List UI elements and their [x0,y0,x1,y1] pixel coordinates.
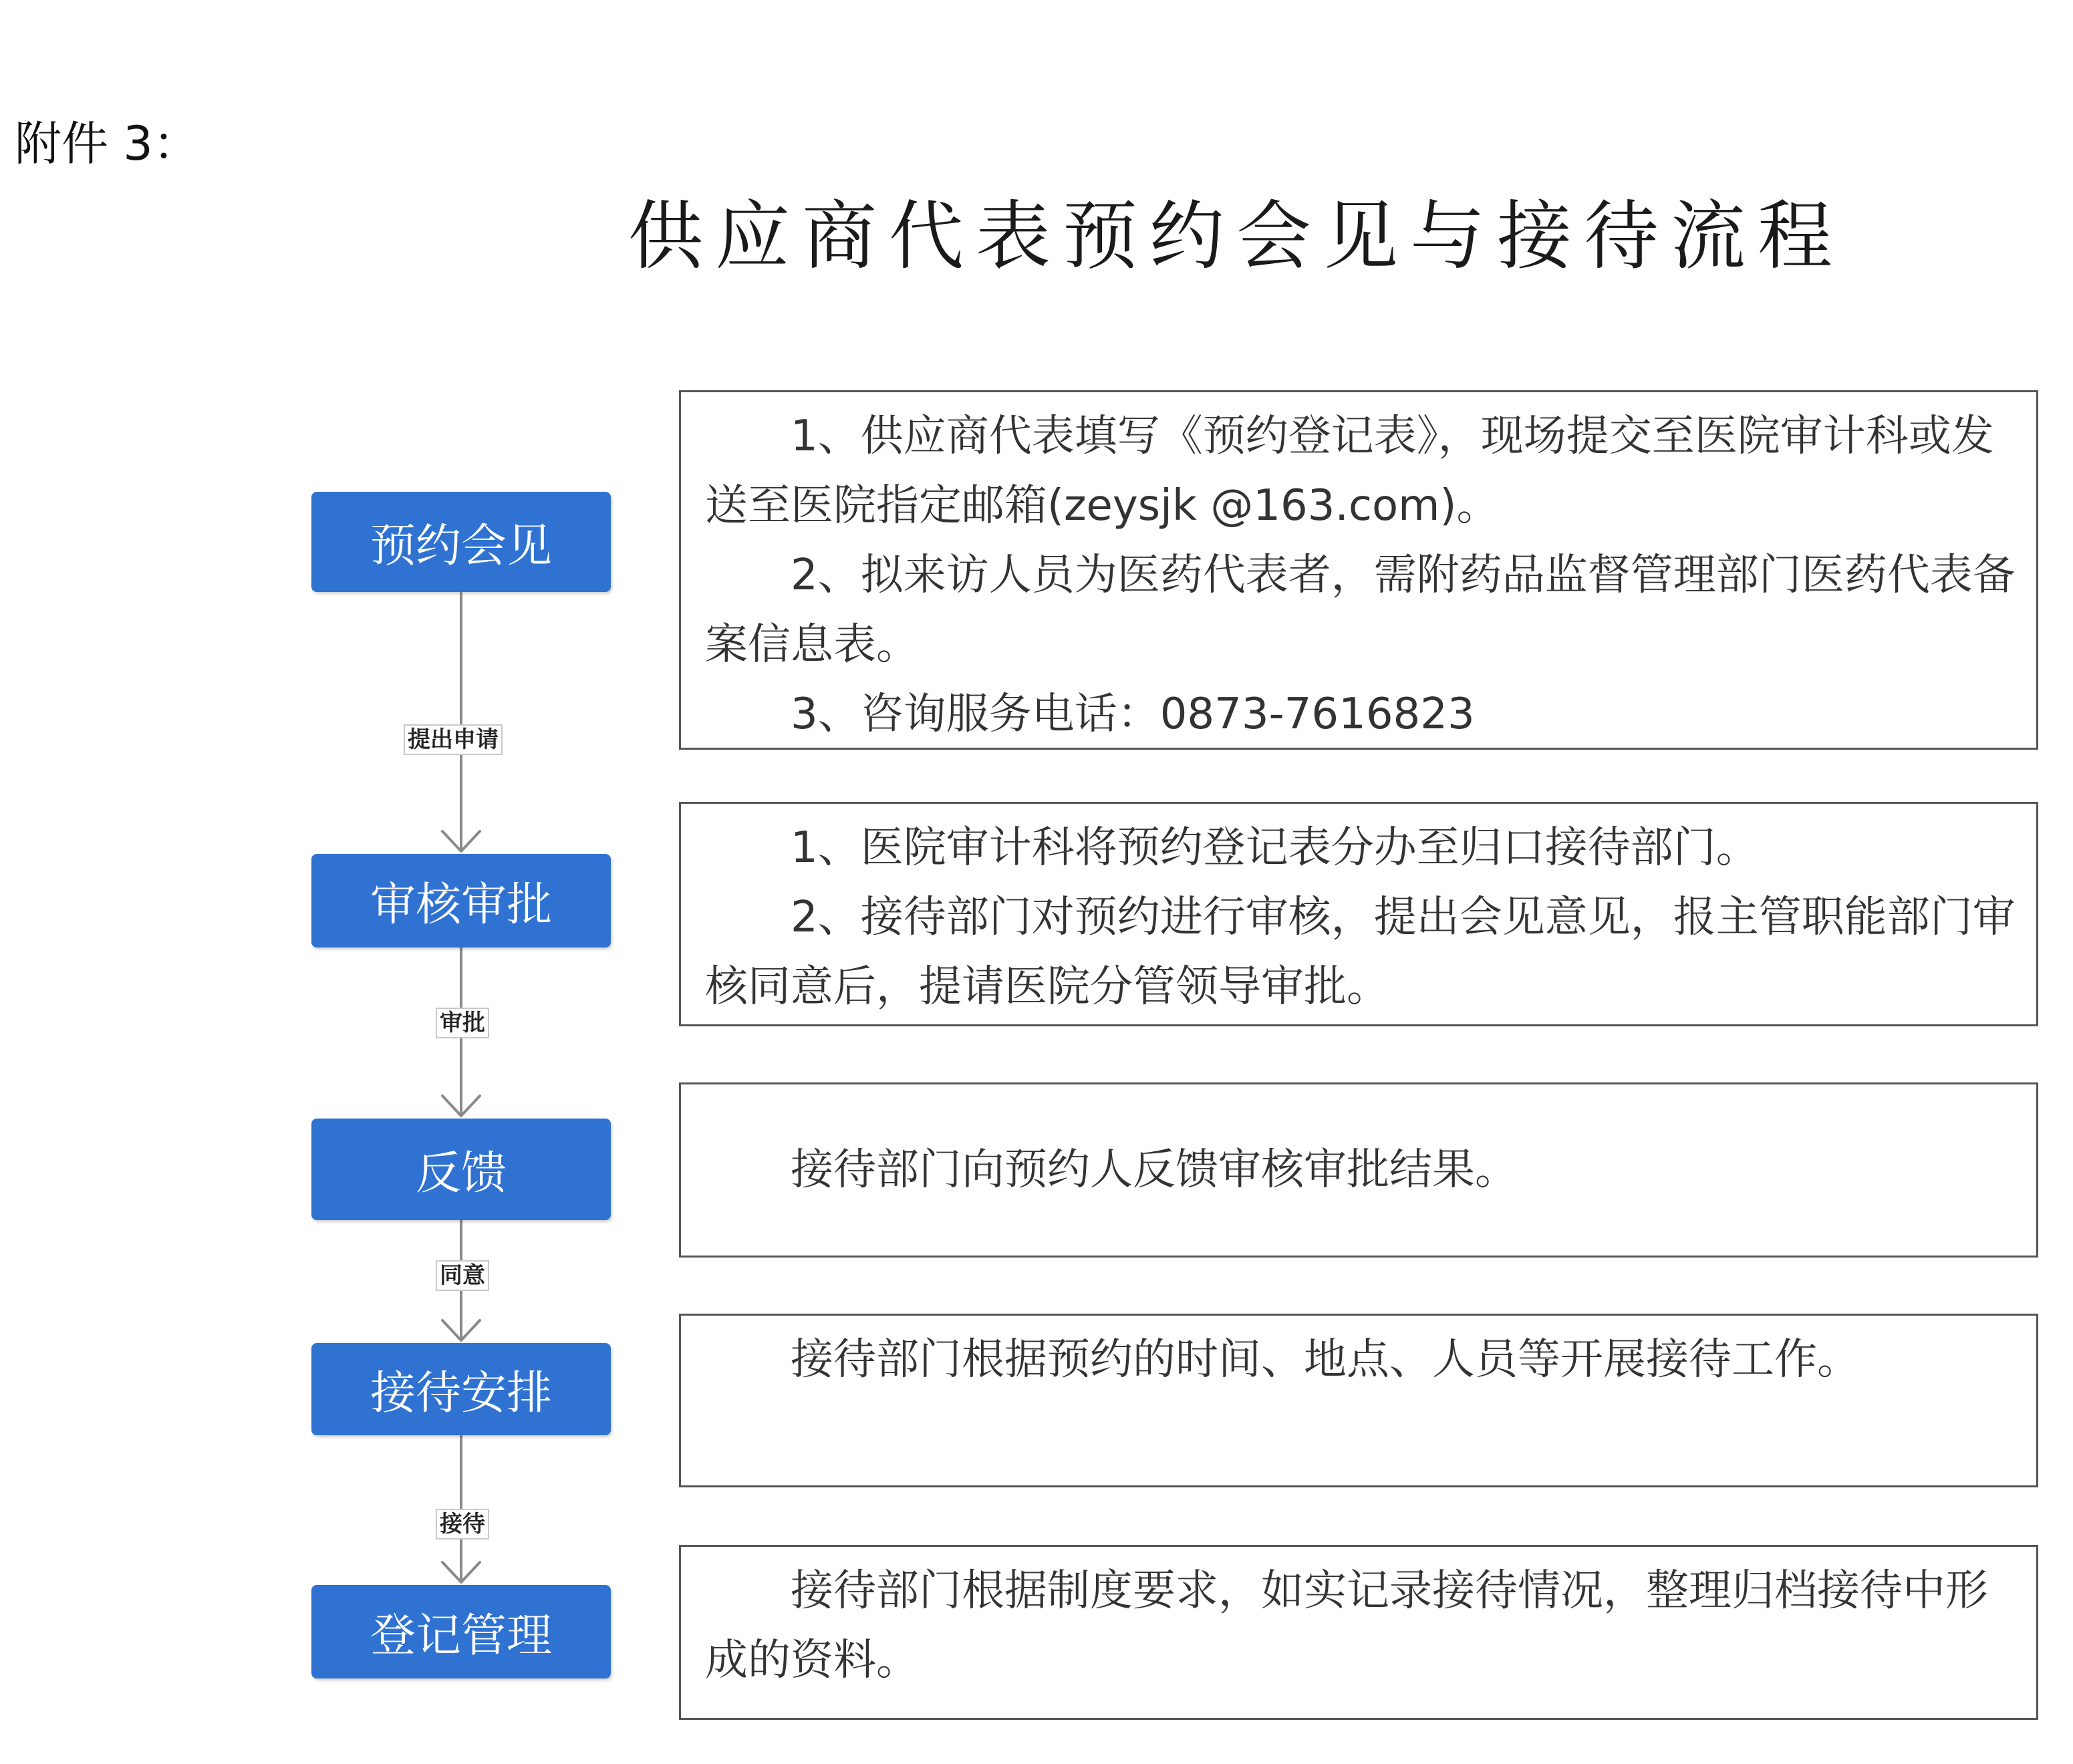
description-line: 1、供应商代表填写《预约登记表》，现场提交至医院审计科或发送至医院指定邮箱(zeysjk @163.com)。 [705,412,1994,531]
edge-label-approve: 审批 [436,1008,489,1038]
step-box-reception-arrangement: 接待安排 [311,1343,611,1435]
description-box-appointment [679,390,2038,750]
attachment-label: 附件 3： [15,116,200,171]
description-line: 3、咨询服务电话：0873-7616823 [791,690,1475,739]
page-title: 供应商代表预约会见与接待流程 [628,193,1844,280]
edge-label-submit-application: 提出申请 [404,724,503,755]
description-line: 接待部门根据制度要求，如实记录接待情况，整理归档接待中形成的资料。 [705,1566,1988,1685]
edge-label-agree: 同意 [436,1260,489,1291]
description-box-registration-management [679,1545,2038,1720]
description-box-reception-arrangement [679,1314,2038,1487]
description-line: 1、医院审计科将预约登记表分办至归口接待部门。 [791,823,1759,873]
description-box-feedback [679,1082,2038,1258]
description-line: 接待部门向预约人反馈审核审批结果。 [791,1145,1518,1195]
step-box-registration-management: 登记管理 [311,1585,611,1678]
edge-label-reception: 接待 [436,1509,489,1539]
step-box-feedback: 反馈 [311,1119,611,1220]
step-box-appointment: 预约会见 [311,492,611,592]
description-line: 2、拟来访人员为医药代表者，需附药品监督管理部门医药代表备案信息表。 [705,551,2016,670]
step-box-review-approval: 审核审批 [311,854,611,947]
description-line: 2、接待部门对预约进行审核，提出会见意见，报主管职能部门审核同意后，提请医院分管领导审批。 [705,893,2016,1012]
description-line: 接待部门根据预约的时间、地点、人员等开展接待工作。 [791,1335,1860,1384]
description-box-review-approval [679,802,2038,1026]
